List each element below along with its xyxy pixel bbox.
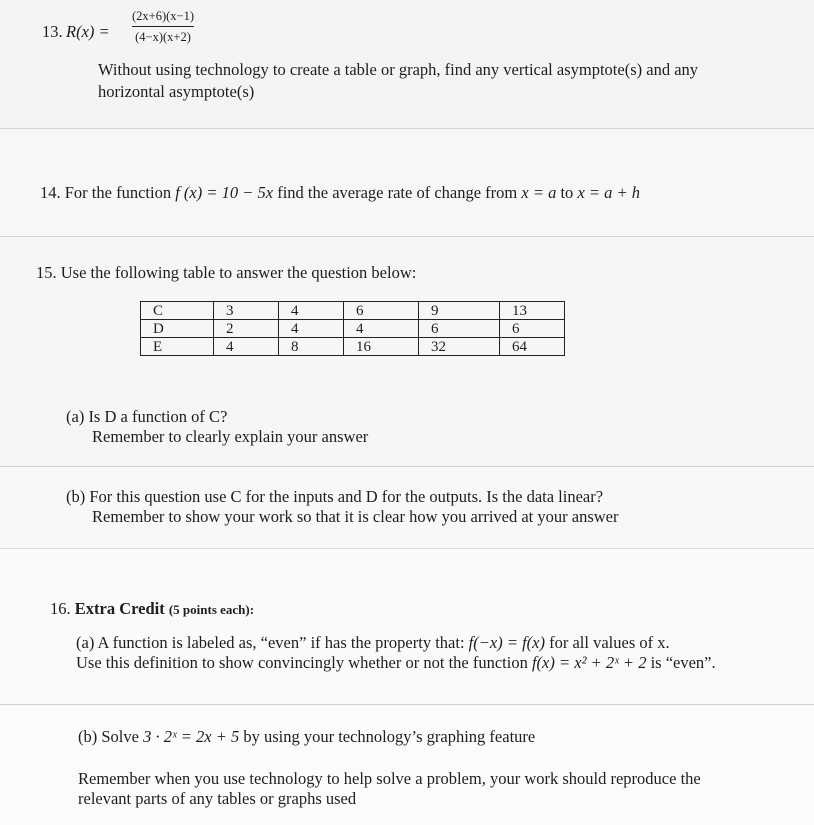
table-cell: 6 <box>500 320 565 338</box>
q15-number: 15. <box>36 263 57 282</box>
q16-points: (5 points each): <box>168 602 255 617</box>
table-cell: 4 <box>214 338 279 356</box>
q15-b-line2: Remember to show your work so that it is clear how you arrived at your answer <box>92 507 619 526</box>
table-row-label: C <box>141 302 214 320</box>
q16-b-line1-math: 3 · 2ˣ = 2x + 5 <box>143 727 240 746</box>
q13-function-label: R(x) = <box>66 22 110 41</box>
table-row <box>141 320 565 338</box>
q15-a-line1: (a) Is D a function of C? <box>66 407 228 426</box>
q16-b-line3: relevant parts of any tables or graphs used <box>78 789 357 808</box>
q13-denominator: (4−x)(x+2) <box>135 30 191 44</box>
q16-a-line1 <box>76 633 670 653</box>
q14-number: 14. <box>40 183 61 202</box>
q15-b-line1: (b) For this question use C for the inputs and D for the outputs. Is the data linear? <box>66 487 604 506</box>
q16-a-line2-end: is “even”. <box>650 653 716 672</box>
table-row-label: D <box>141 320 214 338</box>
q14-text-b: find the average rate of change from <box>277 183 518 202</box>
table-cell: 8 <box>279 338 344 356</box>
question-13-section <box>0 0 814 128</box>
q14-function: f (x) = 10 − 5x <box>175 183 274 202</box>
q14-x-start: x = a <box>521 183 557 202</box>
table-cell: 4 <box>279 302 344 320</box>
table-cell: 64 <box>500 338 565 356</box>
fraction-bar <box>132 26 194 27</box>
q13-instruction-line2: horizontal asymptote(s) <box>98 82 255 101</box>
table-cell: 3 <box>214 302 279 320</box>
table-row <box>141 302 565 320</box>
table-row-label: E <box>141 338 214 356</box>
q15-data-table <box>140 301 565 356</box>
q13-numerator: (2x+6)(x−1) <box>132 9 194 23</box>
q15-intro-line <box>36 263 416 283</box>
q16-number: 16. <box>50 599 71 618</box>
q14-x-end: x = a + h <box>577 183 641 202</box>
table-row <box>141 338 565 356</box>
question-16b-section <box>0 704 814 825</box>
q16-a-line1-math: f(−x) = f(x) <box>468 633 545 652</box>
q13-number: 13. <box>42 22 63 41</box>
q16-a-line2-text: Use this definition to show convincingly whether or not the function <box>76 653 528 672</box>
q16-a-line2-math: f(x) = x² + 2ˣ + 2 <box>531 653 647 672</box>
q14-to: to <box>560 183 574 202</box>
q15-a-line2: Remember to clearly explain your answer <box>92 427 369 446</box>
table-cell: 32 <box>419 338 500 356</box>
table-cell: 4 <box>344 320 419 338</box>
q15-table-body <box>141 302 565 356</box>
q16-a-line2 <box>76 653 716 673</box>
table-cell: 6 <box>344 302 419 320</box>
q16-a-line1-text: (a) A function is labeled as, “even” if has the property that: <box>76 633 465 652</box>
q14-text-a: For the function <box>64 183 172 202</box>
q15-intro: Use the following table to answer the question below: <box>60 263 417 282</box>
q13-instruction-line1: Without using technology to create a table or graph, find any vertical asymptote(s) and any <box>98 60 699 79</box>
q14-line <box>40 183 640 203</box>
table-cell: 4 <box>279 320 344 338</box>
q16-a-line1-end: for all values of x. <box>549 633 670 652</box>
table-cell: 6 <box>419 320 500 338</box>
q16-heading <box>50 599 254 620</box>
table-cell: 2 <box>214 320 279 338</box>
q16-title: Extra Credit <box>74 599 165 618</box>
question-15-section <box>0 236 814 467</box>
q16-b-line1-end: by using your technology’s graphing feature <box>243 727 536 746</box>
question-14-section <box>0 128 814 237</box>
table-cell: 16 <box>344 338 419 356</box>
q16-b-line1 <box>78 727 535 747</box>
table-cell: 9 <box>419 302 500 320</box>
question-16-section <box>0 548 814 705</box>
q16-b-line2: Remember when you use technology to help solve a problem, your work should reproduce the <box>78 769 701 788</box>
q13-fraction <box>132 8 194 45</box>
question-15b-section <box>0 466 814 549</box>
q16-b-line1-text: (b) Solve <box>78 727 139 746</box>
table-cell: 13 <box>500 302 565 320</box>
